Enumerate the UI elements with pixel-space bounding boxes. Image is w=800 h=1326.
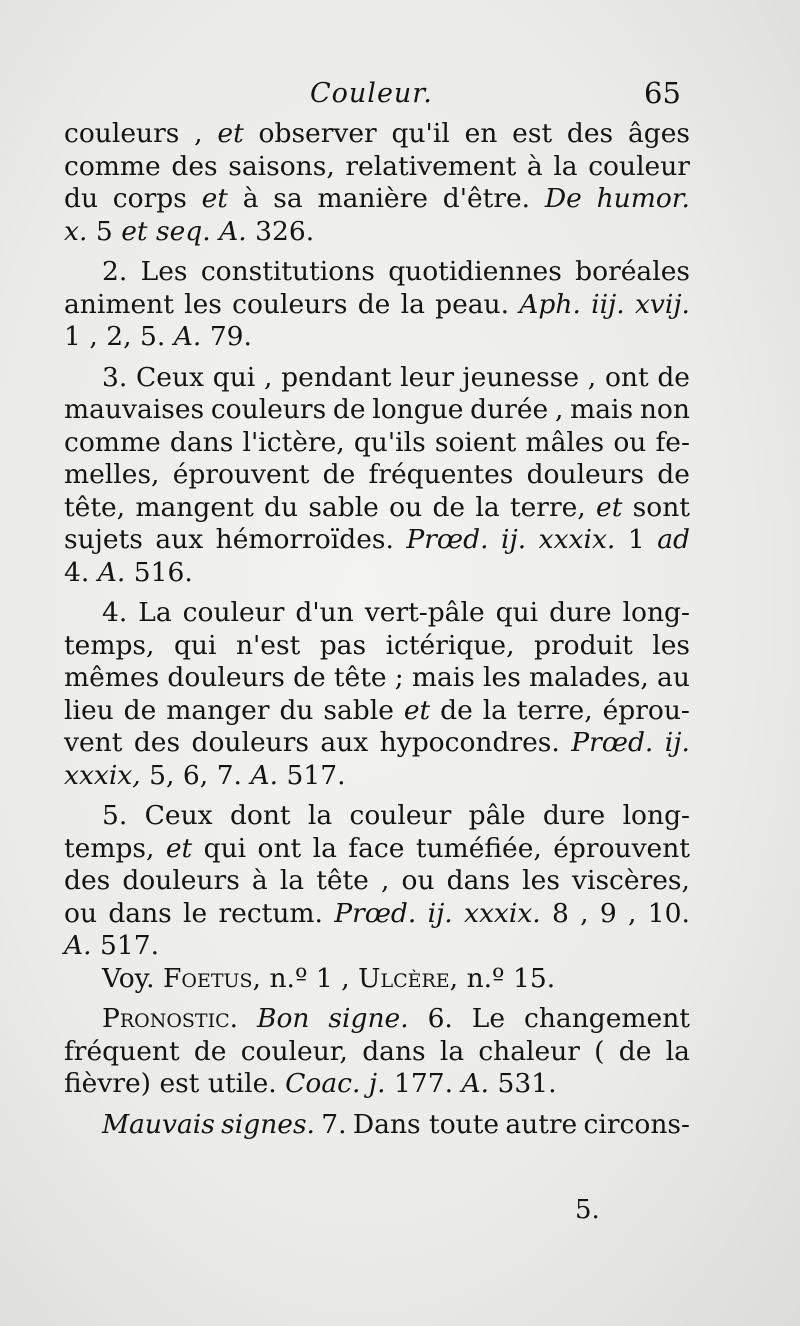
word: ,: [264, 361, 273, 393]
word: 531.: [497, 1068, 557, 1099]
word: vert-pâle: [364, 597, 485, 628]
word: et: [596, 491, 623, 523]
word: 5,: [149, 759, 175, 791]
word: au: [657, 662, 690, 693]
word: 7.: [321, 1108, 347, 1140]
text-line: [64, 427, 690, 460]
word: 3.: [102, 361, 128, 393]
word: âges: [627, 118, 690, 149]
word: ij.: [427, 897, 453, 929]
word: tête: [316, 865, 369, 896]
word: l'ictère,: [242, 426, 345, 458]
word: du: [264, 491, 299, 523]
word: mâles: [525, 426, 605, 458]
word: est: [159, 1068, 200, 1099]
word: douleurs: [122, 865, 240, 896]
word: la: [312, 832, 337, 864]
text-line: [64, 1068, 690, 1101]
word: du: [64, 183, 99, 214]
word: signe.: [328, 1003, 409, 1034]
word: n.º: [269, 962, 308, 994]
word: temps,: [64, 832, 155, 864]
text-line: [64, 898, 690, 931]
word: 7.: [216, 759, 242, 791]
word: couleur: [349, 800, 452, 831]
word: soient: [434, 426, 517, 458]
text-line: [64, 1109, 690, 1142]
word: observer: [258, 118, 377, 149]
word: les: [652, 629, 690, 661]
text-line: [64, 459, 690, 492]
word: de: [432, 491, 466, 523]
word: qui: [203, 832, 247, 864]
word: couleurs: [64, 118, 180, 149]
word: long-: [622, 597, 690, 628]
text-line: [64, 151, 690, 184]
word: fréquent: [64, 1035, 180, 1067]
word: 517.: [100, 930, 160, 961]
word: 5.: [140, 321, 166, 352]
word: et: [165, 832, 193, 864]
word: A.: [173, 321, 202, 352]
word: la: [439, 1035, 465, 1067]
word: xxxix.: [464, 897, 541, 929]
text-line: [64, 118, 690, 151]
word: ou: [389, 491, 423, 523]
word: ad: [657, 524, 690, 555]
word: dans: [169, 426, 234, 458]
paragraph-gap: [64, 1101, 690, 1109]
text-line: [64, 321, 690, 354]
word: des: [171, 150, 218, 182]
word: circons-: [583, 1108, 690, 1140]
text-line: [64, 216, 690, 249]
word: malades,: [528, 662, 649, 693]
word: douleurs: [167, 662, 285, 693]
word: qui: [173, 629, 217, 661]
word: produit: [534, 629, 633, 661]
word: 9: [599, 897, 617, 929]
word: ictérique,: [385, 629, 515, 661]
word: pendant: [281, 361, 392, 393]
running-head: Couleur.: [310, 78, 433, 109]
word: dans: [446, 865, 511, 896]
word: hypocondres.: [379, 727, 560, 758]
word: terre,: [516, 694, 593, 726]
word: comme: [64, 150, 161, 182]
word: seq.: [156, 215, 211, 247]
word: A.: [64, 930, 92, 961]
word: Dans toute: [352, 1108, 500, 1140]
word: j.: [368, 1068, 386, 1099]
word: 2,: [106, 321, 132, 352]
text-line: [64, 930, 690, 963]
word: la: [482, 694, 507, 726]
page-number: 65: [644, 76, 681, 110]
word: melles,: [64, 459, 160, 490]
page-header: [0, 74, 800, 114]
word: ij.: [501, 524, 527, 555]
word: temps,: [64, 629, 155, 661]
word: Mauvais: [102, 1108, 215, 1140]
word: 10.: [647, 897, 690, 929]
word: Bon: [257, 1003, 310, 1034]
word: ij.: [664, 727, 690, 758]
word: 1: [627, 524, 645, 555]
word: Ulcère,: [358, 962, 459, 994]
word: A.: [219, 215, 247, 247]
word: à: [242, 183, 259, 214]
word: qui: [495, 597, 539, 628]
word: mêmes: [64, 662, 160, 693]
word: fréquentes: [368, 459, 514, 490]
word: 6.: [427, 1003, 453, 1034]
text-line: [64, 963, 690, 996]
word: long-: [622, 800, 690, 831]
word: qu'ils: [353, 426, 426, 458]
word: face: [348, 832, 405, 864]
word: ,: [554, 394, 564, 425]
word: la: [553, 150, 578, 182]
word: 4.: [64, 556, 90, 588]
word: xxxix,: [64, 759, 141, 791]
word: animent: [64, 288, 174, 320]
word: ou: [613, 426, 647, 458]
word: fe-: [655, 426, 690, 458]
text-line: [64, 865, 690, 898]
word: 4.: [102, 597, 128, 628]
word: des: [566, 118, 614, 149]
word: ont: [257, 832, 302, 864]
word: tête,: [64, 491, 126, 523]
word: la: [475, 491, 500, 523]
text-line: [64, 256, 690, 289]
word: aux: [320, 727, 369, 758]
word: de: [657, 459, 690, 490]
word: de: [193, 1035, 227, 1067]
text-line: [64, 695, 690, 728]
word: 1: [64, 321, 81, 352]
word: et: [217, 118, 244, 149]
text-line: [64, 597, 690, 630]
word: longue: [372, 394, 464, 425]
word: quotidiennes: [388, 256, 562, 287]
word: saisons,: [228, 150, 335, 182]
word: n'est: [235, 629, 301, 661]
text-line: [64, 492, 690, 525]
word: hémorroïdes.: [215, 524, 394, 555]
word: relativement: [345, 150, 517, 182]
text-line: [64, 760, 690, 793]
body-text: [64, 118, 690, 1141]
word: 177.: [394, 1068, 454, 1099]
word: et: [201, 183, 228, 214]
word: couleur: [182, 597, 285, 628]
text-line: [64, 1003, 690, 1036]
word: pâle: [468, 800, 526, 831]
word: de: [618, 1035, 652, 1067]
word: la: [307, 800, 333, 831]
word: Ceux: [136, 361, 205, 393]
word: sable: [323, 694, 394, 726]
word: dans: [362, 1035, 426, 1067]
word: sont: [632, 491, 690, 523]
word: de: [123, 694, 157, 726]
word: comme: [64, 426, 161, 458]
word: sa: [273, 183, 303, 214]
word: dans: [108, 897, 172, 929]
word: La: [138, 597, 172, 628]
word: 326.: [255, 215, 315, 247]
text-line: [64, 557, 690, 590]
word: 15.: [512, 962, 556, 994]
word: et: [121, 215, 148, 247]
word: éprouvent: [553, 832, 690, 864]
word: leur jeunesse: [400, 361, 580, 393]
word: changement: [523, 1003, 690, 1034]
word: la: [400, 288, 425, 320]
word: A.: [97, 556, 126, 588]
word: mais: [411, 662, 475, 693]
word: des: [64, 865, 111, 896]
signature-mark: 5.: [575, 1195, 600, 1225]
word: qu'il: [391, 118, 450, 149]
word: qui: [212, 361, 256, 393]
word: les: [184, 288, 222, 320]
word: 517.: [286, 759, 346, 791]
word: fièvre): [64, 1068, 152, 1099]
word: douleurs: [191, 727, 309, 758]
word: couleur,: [240, 1035, 348, 1067]
word: de: [657, 361, 690, 393]
word: xxxix.: [538, 524, 616, 555]
word: 1: [315, 962, 333, 994]
word: ,: [194, 118, 203, 149]
word: d'être.: [442, 183, 531, 214]
word: du: [279, 694, 314, 726]
word: dure: [542, 800, 606, 831]
word: autre: [505, 1108, 578, 1140]
word: les: [483, 662, 521, 693]
word: non: [639, 394, 690, 425]
paragraph-gap: [64, 354, 690, 362]
word: rectum.: [218, 897, 323, 929]
text-line: [64, 362, 690, 395]
word: x.: [64, 215, 88, 247]
word: ,: [587, 361, 597, 393]
word: 5.: [102, 800, 128, 831]
word: ,: [628, 897, 637, 929]
word: constitutions: [200, 256, 375, 287]
word: à: [526, 150, 543, 182]
word: sujets: [64, 524, 143, 555]
word: 79.: [209, 321, 252, 352]
word: utile.: [207, 1068, 277, 1099]
word: dont: [229, 800, 291, 831]
word: 5: [95, 215, 113, 247]
word: A.: [461, 1068, 490, 1099]
paragraph-gap: [64, 995, 690, 1003]
word: Foetus,: [163, 962, 261, 994]
text-line: [64, 727, 690, 760]
word: iij.: [591, 288, 625, 320]
word: ;: [394, 662, 404, 693]
word: ont: [604, 361, 649, 393]
word: pas: [319, 629, 367, 661]
word: et: [403, 694, 431, 726]
word: couleur: [588, 150, 690, 182]
word: ,: [89, 321, 98, 352]
word: De: [544, 183, 582, 214]
word: Les: [140, 256, 188, 287]
word: Le: [471, 1003, 506, 1034]
text-line: [64, 524, 690, 557]
word: à: [251, 865, 268, 896]
word: 6,: [182, 759, 209, 791]
word: les: [522, 865, 560, 896]
word: mangent: [135, 491, 254, 523]
word: Coac.: [285, 1068, 361, 1099]
word: ou: [64, 897, 98, 929]
paragraph-gap: [64, 248, 690, 256]
word: aux: [155, 524, 204, 555]
word: vent: [64, 727, 123, 758]
word: sable: [308, 491, 379, 523]
word: ,: [580, 897, 589, 929]
word: signes.: [221, 1108, 315, 1140]
word: le: [183, 897, 208, 929]
word: 8: [551, 897, 569, 929]
text-line: [64, 800, 690, 833]
word: 516.: [133, 556, 193, 588]
word: mauvaises: [64, 394, 205, 425]
word: manière: [317, 183, 428, 214]
word: douleurs: [526, 459, 645, 490]
word: dure: [549, 597, 612, 628]
word: corps: [112, 183, 187, 214]
word: xvij.: [634, 288, 690, 320]
text-line: [64, 1036, 690, 1069]
word: de: [293, 662, 326, 693]
word: Pronostic.: [102, 1003, 239, 1034]
text-line: [64, 394, 690, 427]
word: ,: [380, 865, 390, 896]
text-line: [64, 289, 690, 322]
word: en: [464, 118, 498, 149]
word: Aph.: [519, 288, 581, 320]
word: la: [665, 1035, 690, 1067]
word: peau.: [435, 288, 510, 320]
word: A.: [250, 759, 279, 791]
text-line: [64, 662, 690, 695]
word: chaleur: [478, 1035, 580, 1067]
word: tuméfiée,: [415, 832, 542, 864]
text-line: [64, 183, 690, 216]
word: la: [279, 865, 305, 896]
word: de: [332, 394, 366, 425]
paragraph-gap: [64, 792, 690, 800]
word: est: [512, 118, 553, 149]
word: des: [133, 727, 181, 758]
word: boréales: [575, 256, 690, 287]
word: éprouvent: [172, 459, 310, 490]
word: couleurs: [232, 288, 348, 320]
word: viscères,: [572, 865, 690, 896]
word: terre,: [509, 491, 586, 523]
word: Voy.: [102, 962, 155, 994]
word: Prœd.: [571, 727, 654, 758]
word: humor.: [596, 183, 690, 214]
word: Ceux: [144, 800, 213, 831]
word: 2.: [102, 256, 128, 287]
word: couleurs: [210, 394, 327, 425]
word: de: [357, 288, 391, 320]
word: lieu: [64, 694, 114, 726]
word: (: [594, 1035, 605, 1067]
word: éprou-: [602, 694, 690, 726]
word: n.º: [466, 962, 505, 994]
word: d'un: [295, 597, 354, 628]
word: ,: [341, 962, 350, 994]
word: Prœd.: [406, 524, 489, 555]
paragraph-gap: [64, 589, 690, 597]
word: durée: [470, 394, 549, 425]
word: tête: [333, 662, 387, 693]
word: manger: [166, 694, 270, 726]
word: Prœd.: [334, 897, 417, 929]
word: de: [322, 459, 356, 490]
word: mais: [570, 394, 634, 425]
word: de: [440, 694, 473, 726]
text-line: [64, 833, 690, 866]
text-line: [64, 630, 690, 663]
word: ou: [401, 865, 435, 896]
